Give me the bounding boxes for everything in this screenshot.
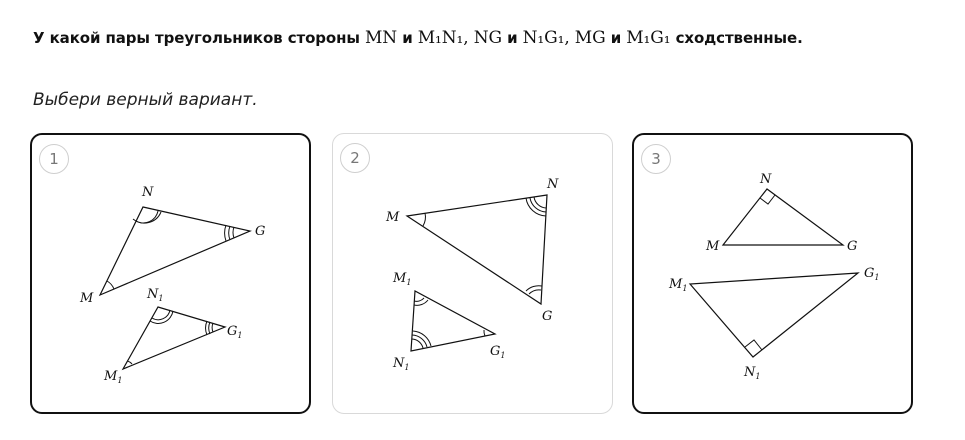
conj-2: и [507, 29, 518, 47]
label-g1: $G_1$ [227, 324, 243, 340]
instruction-text: Выбери верный вариант. [33, 90, 258, 110]
question-lead: У какой пары треугольников стороны [33, 29, 360, 47]
angle-mark-n1 [152, 310, 170, 320]
option-number: 1 [39, 144, 69, 174]
side-n1g1: N₁G₁, [522, 28, 570, 48]
triangle-m1n1g1 [123, 307, 225, 369]
angle-mark-g [233, 227, 234, 238]
answer-option-2[interactable] [332, 133, 613, 414]
answer-option-1[interactable] [30, 133, 311, 414]
option-number: 3 [641, 144, 671, 174]
label-g: G [542, 309, 553, 324]
triangle-m1n1g1 [411, 291, 495, 351]
conj-3: и [610, 29, 622, 47]
conj-1: и [402, 29, 413, 47]
angle-mark-g [229, 226, 230, 240]
label-m1: $M_1$ [669, 277, 688, 293]
angle-mark-g1 [206, 321, 207, 335]
angle-mark-g1 [212, 323, 213, 332]
label-m: M [706, 239, 720, 254]
triangle-mng [407, 195, 547, 304]
angle-mark-g [225, 225, 226, 241]
right-angle-mark-n [760, 195, 775, 204]
option-number: 2 [340, 143, 370, 173]
label-g: G [255, 224, 266, 239]
triangle-m1n1g1 [690, 273, 858, 357]
angle-mark-g [529, 290, 541, 294]
side-m1n1: M₁N₁, [417, 28, 469, 48]
side-ng: NG [473, 28, 502, 48]
answer-option-3[interactable] [632, 133, 913, 414]
triangle-mng [100, 207, 250, 295]
option-2-diagram [333, 134, 614, 415]
label-n1: $N_1$ [147, 287, 164, 303]
label-n: N [760, 172, 772, 187]
angle-mark-n [534, 197, 546, 208]
question-text [33, 28, 803, 48]
angle-mark-m [423, 213, 425, 226]
option-1-diagram [32, 135, 313, 416]
label-g1: $G_1$ [864, 266, 880, 282]
angle-mark-n1 [412, 335, 427, 347]
label-m1: $M_1$ [104, 369, 123, 385]
angle-mark-n [136, 211, 158, 223]
right-angle-mark-n1 [745, 340, 762, 350]
side-mg: MG [574, 28, 606, 48]
label-n1: $N_1$ [393, 356, 410, 372]
angle-mark-m1 [127, 361, 132, 364]
label-m1: $M_1$ [393, 271, 412, 287]
label-n: N [142, 185, 154, 200]
label-g1: $G_1$ [490, 344, 506, 360]
triangle-mng [723, 189, 843, 245]
option-3-diagram [634, 135, 915, 416]
label-n1: $N_1$ [744, 365, 761, 381]
question-tail: сходственные. [675, 29, 803, 47]
angle-mark-m1 [414, 298, 424, 301]
angle-mark-g1 [484, 330, 485, 336]
side-m1g1: M₁G₁ [626, 28, 671, 48]
label-m: M [80, 291, 94, 306]
angle-mark-n1 [412, 339, 423, 348]
angle-mark-g1 [209, 322, 210, 334]
label-n: N [547, 177, 559, 192]
label-m: M [386, 210, 400, 225]
angle-mark-m [107, 281, 114, 289]
label-g: G [847, 239, 858, 254]
side-mn: MN [364, 28, 398, 48]
